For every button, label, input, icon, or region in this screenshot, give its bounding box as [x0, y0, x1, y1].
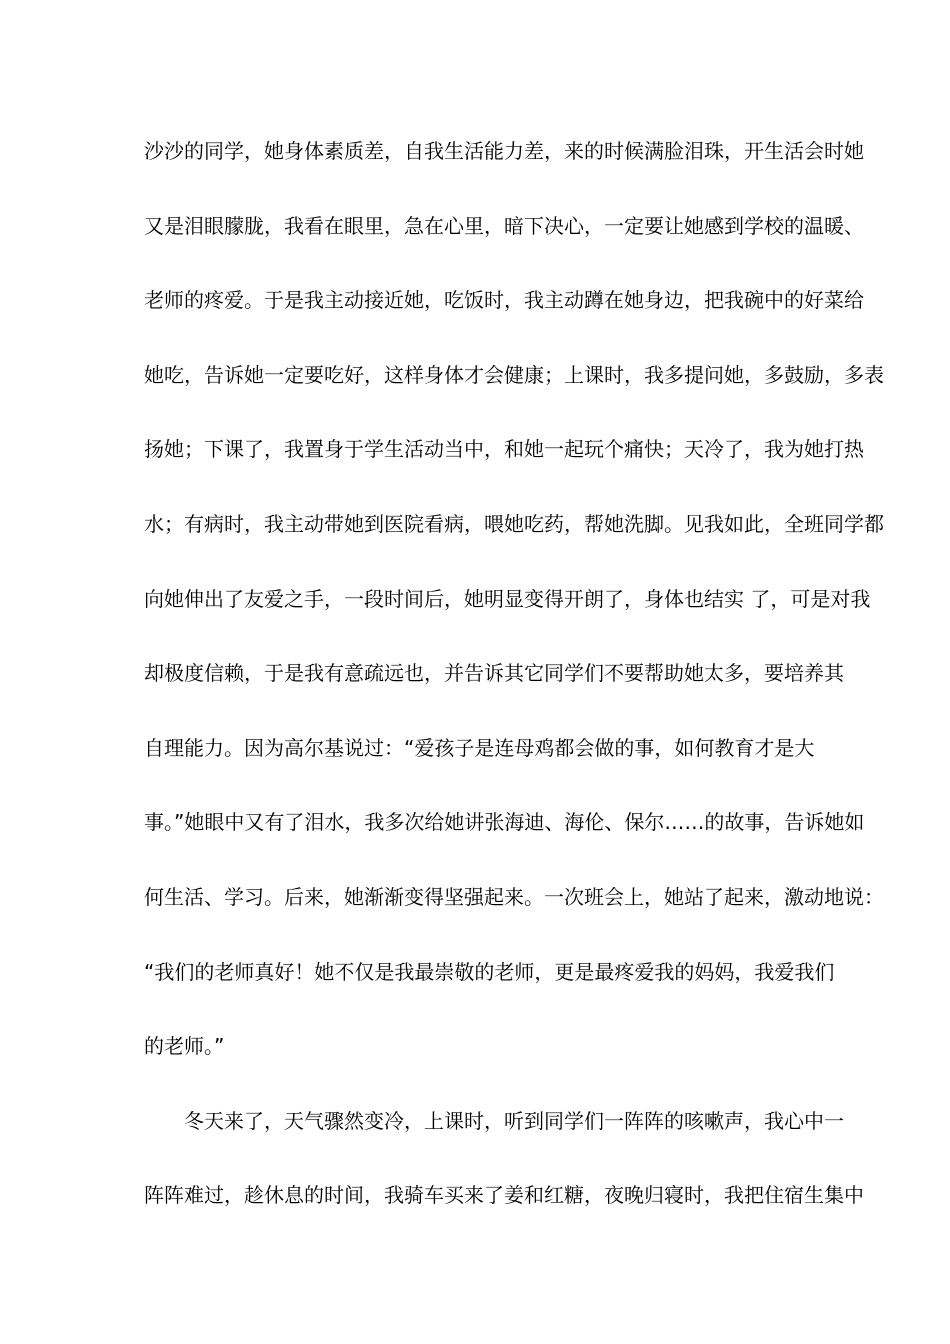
text-line: “我们的老师真好！她不仅是我最崇敬的老师，更是最疼爱我的妈妈，我爱我们 — [144, 959, 835, 984]
text-line: 扬她；下课了，我置身于学生活动当中，和她一起玩个痛快；天冷了，我为她打热 — [144, 437, 864, 462]
text-line: 却极度信赖，于是我有意疏远也，并告诉其它同学们不要帮助她太多，要培养其 — [144, 661, 844, 686]
text-line: 向她伸出了友爱之手，一段时间后，她明显变得开朗了，身体也结实 了，可是对我 — [144, 586, 871, 611]
paragraph-start-line: 冬天来了，天气骤然变冷，上课时，听到同学们一阵阵的咳嗽声，我心中一 — [144, 1108, 844, 1133]
text-line: 阵阵难过，趁休息的时间，我骑车买来了姜和红糖，夜晚归寝时，我把住宿生集中 — [144, 1183, 864, 1208]
text-line: 她吃，告诉她一定要吃好，这样身体才会健康；上课时，我多提问她，多鼓励，多表 — [144, 362, 884, 387]
text-line: 何生活、学习。后来，她渐渐变得坚强起来。一次班会上，她站了起来，激动地说： — [144, 884, 884, 909]
text-line: 自理能力。因为高尔基说过：“爱孩子是连母鸡都会做的事，如何教育才是大 — [144, 735, 815, 760]
text-line: 水；有病时，我主动带她到医院看病，喂她吃药，帮她洗脚。见我如此，全班同学都 — [144, 511, 884, 536]
text-line: 老师的疼爱。于是我主动接近她，吃饭时，我主动蹲在她身边，把我碗中的好菜给 — [144, 288, 864, 313]
text-line: 沙沙的同学，她身体素质差，自我生活能力差，来的时候满脸泪珠，开生活会时她 — [144, 139, 864, 163]
text-line: 又是泪眼朦胧，我看在眼里，急在心里，暗下决心，一定要让她感到学校的温暖、 — [144, 213, 864, 238]
body-text — [144, 131, 884, 1250]
text-line: 事。”她眼中又有了泪水，我多次给她讲张海迪、海伦、保尔……的故事，告诉她如 — [144, 810, 865, 835]
text-line: 的老师。” — [144, 1034, 225, 1059]
